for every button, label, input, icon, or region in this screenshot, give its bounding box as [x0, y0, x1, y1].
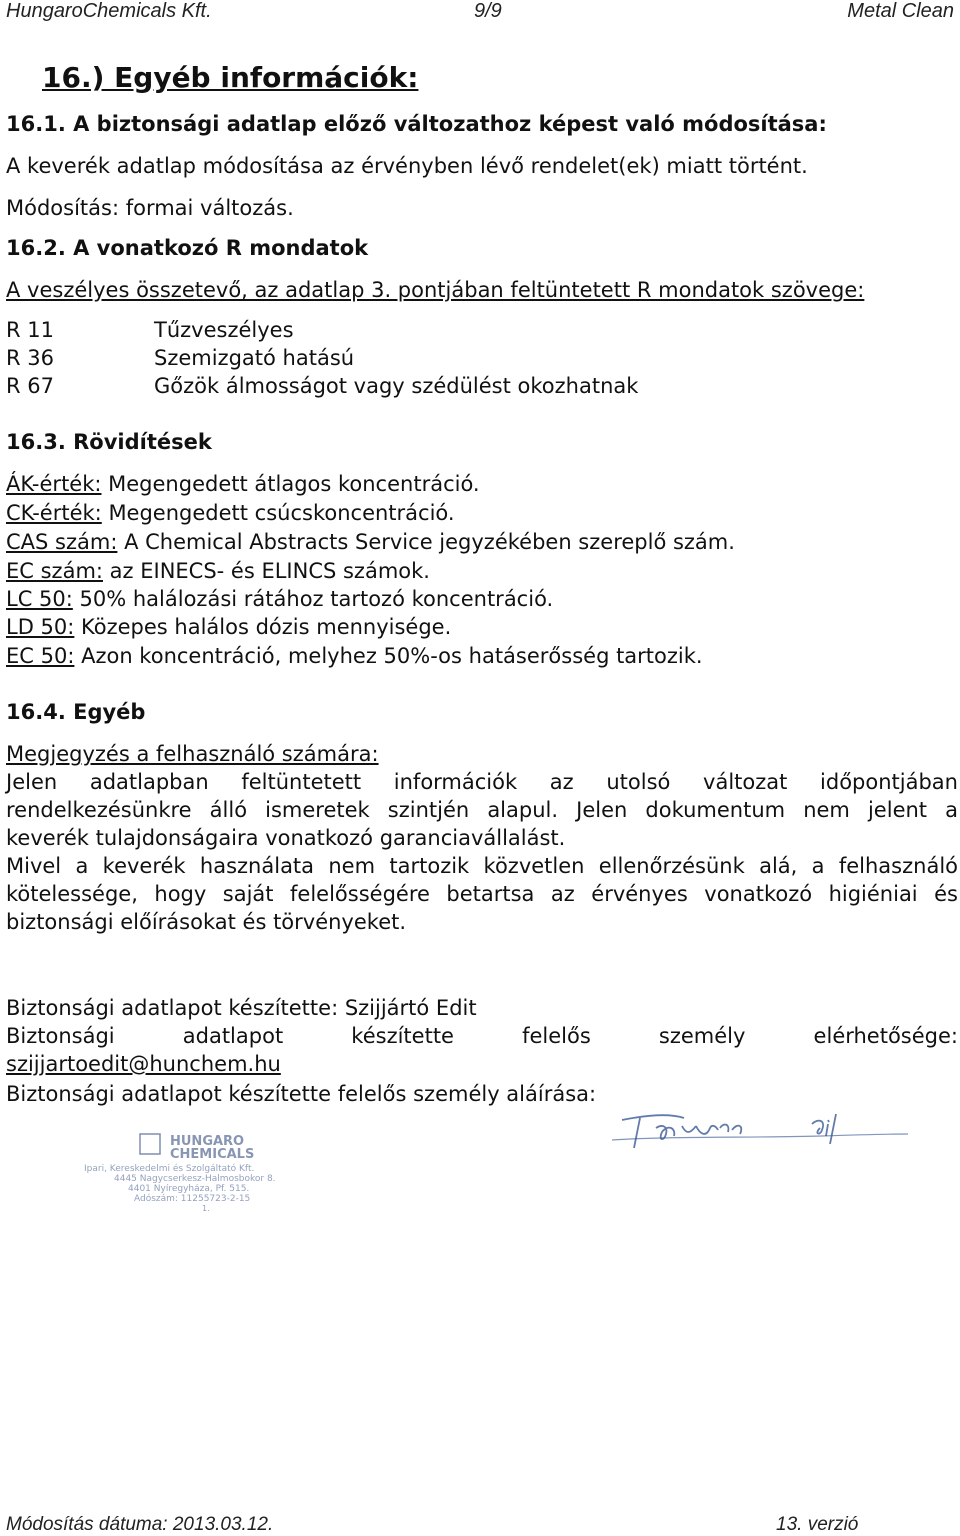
stamp-line: HUNGARO [170, 1134, 245, 1149]
contact-block [6, 1022, 958, 1078]
header-company: HungaroChemicals Kft. [6, 0, 212, 22]
abbreviation-term: LC 50: [6, 587, 73, 611]
abbreviation-term: EC szám: [6, 559, 103, 583]
abbreviation-definition: A Chemical Abstracts Service jegyzékében szereplő szám. [117, 530, 735, 554]
stamp-line: 4401 Nyíregyháza, Pf. 515. [128, 1184, 250, 1194]
abbreviation-item [6, 528, 735, 556]
abbreviation-definition: Megengedett csúcskoncentráció. [101, 501, 455, 525]
note-title-text: Megjegyzés a felhasználó számára: [6, 742, 379, 766]
page-header [6, 0, 954, 24]
paragraph-line: biztonsági előírásokat és törvényeket. [6, 910, 407, 934]
paragraph-line: keverék tulajdonságaira vonatkozó garanciavállalást. [6, 826, 566, 850]
contact-email-line [6, 1050, 958, 1078]
company-stamp [82, 1128, 342, 1212]
subsection-16-1-title: 16.1. A biztonsági adatlap előző változathoz képest való módosítása: [6, 112, 827, 136]
abbreviation-term: EC 50: [6, 644, 75, 668]
paragraph-line: Jelen adatlapban feltüntetett információk az utolsó változat időpontjában [6, 770, 958, 794]
header-product-name: Metal Clean [847, 0, 954, 22]
r-phrase-code: R 36 [6, 346, 54, 370]
signature-label: Biztonsági adatlapot készítette felelős személy aláírása: [6, 1082, 597, 1106]
handwritten-signature [612, 1104, 912, 1154]
r-phrase-code: R 11 [6, 318, 54, 342]
abbreviation-item [6, 613, 451, 641]
s2-intro-text: A veszélyes összetevő, az adatlap 3. pontjában feltüntetett R mondatok szövege: [6, 278, 865, 302]
paragraph-line: rendelkezésünkre álló ismeretek szintjén alapul. Jelen dokumentum nem jelent a [6, 798, 958, 822]
prepared-by: Biztonsági adatlapot készítette: Szijjártó Edit [6, 996, 477, 1020]
r-phrase-text: Szemizgató hatású [154, 346, 355, 370]
stamp-line: Ipari, Kereskedelmi és Szolgáltató Kft. [84, 1164, 255, 1174]
section-title: 16.) Egyéb információk: [42, 61, 419, 94]
paragraph-line: Mivel a keverék használata nem tartozik közvetlen ellenőrzésünk alá, a felhasználó [6, 854, 958, 878]
stamp-line: CHEMICALS [170, 1147, 255, 1162]
subsection-16-2-title: 16.2. A vonatkozó R mondatok [6, 236, 369, 260]
r-phrase-text: Gőzök álmosságot vagy szédülést okozhatnak [154, 374, 639, 398]
page-footer [6, 1514, 954, 1536]
r-phrase-code: R 67 [6, 374, 54, 398]
abbreviation-item [6, 470, 480, 498]
abbreviation-item [6, 642, 703, 670]
header-page-number: 9/9 [474, 0, 502, 22]
s2-intro [6, 276, 864, 304]
stamp-line: 1. [202, 1204, 210, 1212]
r-phrase-text: Tűzveszélyes [154, 318, 294, 342]
note-title [6, 740, 379, 768]
note-paragraph-1 [6, 768, 958, 852]
s1-text-line1: A keverék adatlap módosítása az érvényben lévő rendelet(ek) miatt történt. [6, 154, 808, 178]
abbreviation-item [6, 499, 455, 527]
note-paragraph-2 [6, 852, 958, 936]
stamp-line: 4445 Nagycserkesz-Halmosbokor 8. [114, 1174, 276, 1184]
abbreviation-definition: Azon koncentráció, melyhez 50%-os hatáserősség tartozik. [74, 644, 703, 668]
subsection-16-3-title: 16.3. Rövidítések [6, 430, 212, 454]
footer-version: 13. verzió [776, 1514, 859, 1535]
footer-modification-date: Módosítás dátuma: 2013.03.12. [6, 1514, 274, 1535]
abbreviation-item [6, 557, 430, 585]
abbreviation-definition: Megengedett átlagos koncentráció. [101, 472, 480, 496]
abbreviation-item [6, 585, 553, 613]
abbreviation-term: CK-érték: [6, 501, 102, 525]
contact-email-link[interactable]: szijjartoedit@hunchem.hu [6, 1052, 281, 1076]
abbreviation-term: ÁK-érték: [6, 472, 102, 496]
paragraph-line: kötelessége, hogy saját felelősségére betartsa az érvényes vonatkozó higiéniai és [6, 882, 958, 906]
contact-label: Biztonsági adatlapot készítette felelős személy elérhetősége: [6, 1024, 958, 1048]
abbreviation-term: LD 50: [6, 615, 75, 639]
s1-text-line2: Módosítás: formai változás. [6, 196, 294, 220]
abbreviation-term: CAS szám: [6, 530, 118, 554]
abbreviation-definition: Közepes halálos dózis mennyisége. [74, 615, 452, 639]
abbreviation-definition: 50% halálozási rátához tartozó koncentráció. [72, 587, 554, 611]
abbreviation-definition: az EINECS- és ELINCS számok. [102, 559, 430, 583]
subsection-16-4-title: 16.4. Egyéb [6, 700, 146, 724]
stamp-line: Adószám: 11255723-2-15 [134, 1194, 251, 1204]
